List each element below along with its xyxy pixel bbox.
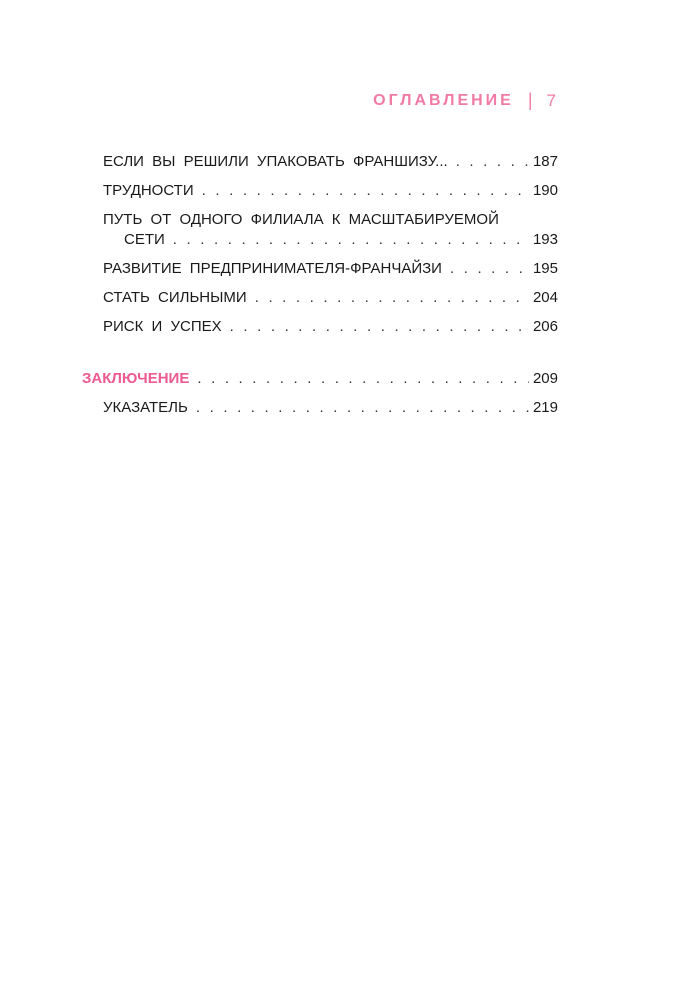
toc-entry-title-line1: ПУТЬ ОТ ОДНОГО ФИЛИАЛА К МАСШТАБИРУЕМОЙ [103,211,499,228]
toc-entry-page: 206 [532,318,558,335]
toc-entry[interactable] [82,259,558,279]
toc-entry-title: РИСК И УСПЕХ [103,318,222,335]
toc-entry-page: 195 [532,260,558,277]
toc-entry-title: СТАТЬ СИЛЬНЫМИ [103,289,247,306]
toc-entry[interactable] [82,288,558,308]
dot-leader [450,259,529,279]
toc-entry-page: 219 [532,399,558,416]
toc-entry[interactable] [82,152,558,172]
dot-leader [230,317,529,337]
header-title: ОГЛАВЛЕНИЕ [373,91,514,109]
toc-entry-title: ТРУДНОСТИ [103,182,194,199]
toc-entry-title: ЕСЛИ ВЫ РЕШИЛИ УПАКОВАТЬ ФРАНШИЗУ... [103,153,448,170]
toc-chapter[interactable] [82,369,558,389]
dot-leader [173,230,529,250]
header-page-number: 7 [546,90,556,110]
dot-leader [456,152,529,172]
running-header [373,90,556,111]
toc-entry-page: 190 [532,182,558,199]
toc-entry-page: 193 [532,231,558,248]
toc-entry-title: РАЗВИТИЕ ПРЕДПРИНИМАТЕЛЯ-ФРАНЧАЙЗИ [103,260,442,277]
dot-leader [202,181,529,201]
toc-entry-page: 187 [532,153,558,170]
dot-leader [196,398,529,418]
table-of-contents [82,152,558,418]
toc-entry[interactable] [82,181,558,201]
toc-entry[interactable] [82,210,558,250]
toc-entry[interactable] [82,398,558,418]
dot-leader [255,288,529,308]
toc-chapter-title: ЗАКЛЮЧЕНИЕ [82,370,190,387]
toc-entry[interactable] [82,317,558,337]
dot-leader [197,369,529,389]
toc-entry-page: 204 [532,289,558,306]
toc-chapter-page: 209 [532,370,558,387]
header-separator: | [527,90,533,110]
toc-entry-title-line2: СЕТИ [124,231,165,248]
toc-entry-title: УКАЗАТЕЛЬ [103,399,188,416]
